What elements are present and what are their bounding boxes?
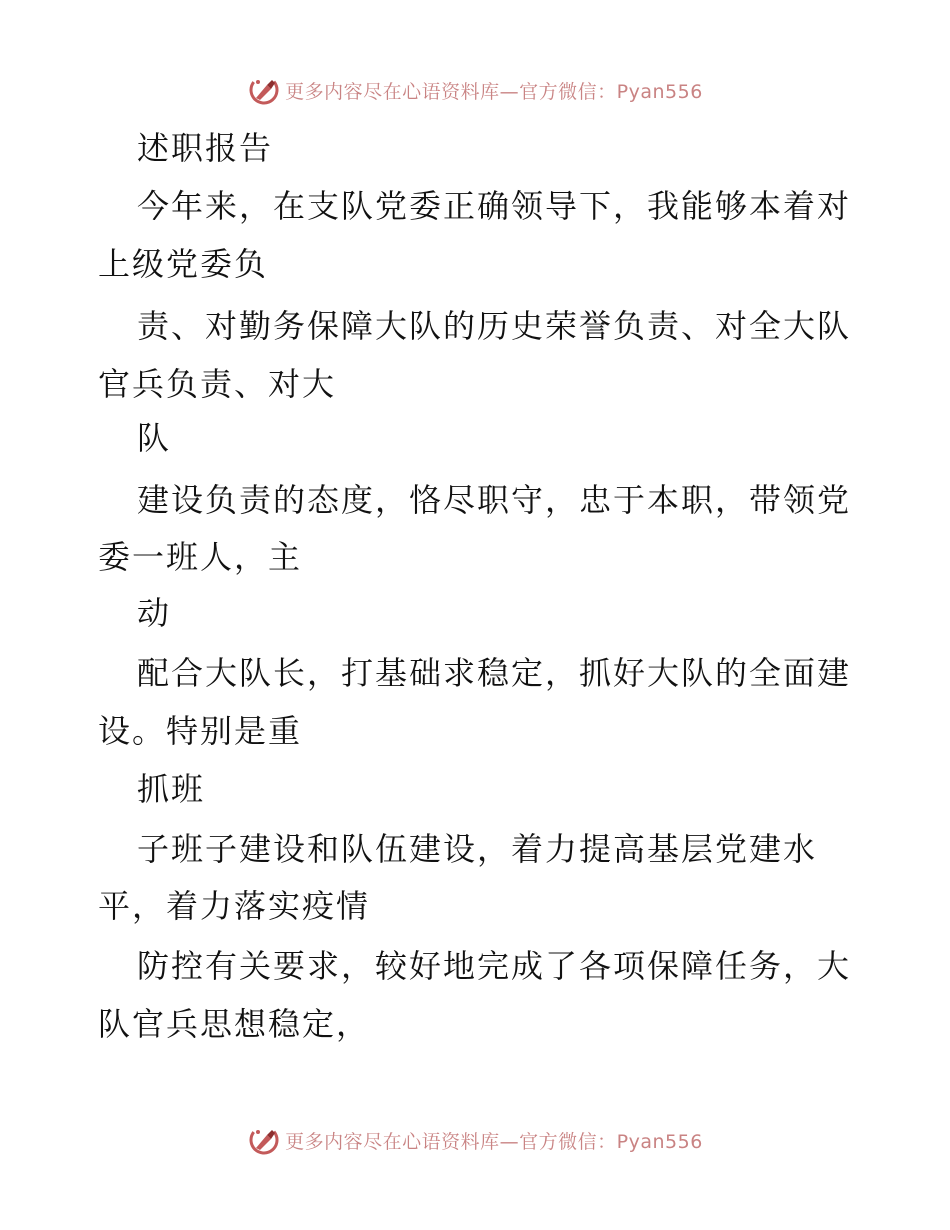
paragraph-line: 上级党委负	[98, 245, 269, 283]
paragraph-line: 队官兵思想稳定，	[98, 1005, 371, 1043]
pen-seal-logo-icon	[247, 1123, 281, 1157]
paragraph-line: 建设负责的态度，恪尽职守，忠于本职，带领党	[137, 481, 852, 519]
paragraph-line: 委一班人，主	[98, 538, 303, 576]
paragraph-line: 配合大队长，打基础求稳定，抓好大队的全面建	[137, 654, 852, 692]
paragraph-line: 责、对勤务保障大队的历史荣誉负责、对全大队	[137, 307, 852, 345]
paragraph-line: 队	[137, 419, 172, 457]
watermark-text: 更多内容尽在心语资料库—官方微信：Pyan556	[285, 1130, 703, 1153]
paragraph-line: 子班子建设和队伍建设，着力提高基层党建水	[137, 830, 818, 868]
watermark-text: 更多内容尽在心语资料库—官方微信：Pyan556	[285, 80, 703, 103]
footer-watermark	[0, 1120, 950, 1160]
paragraph-line: 今年来，在支队党委正确领导下，我能够本着对	[137, 187, 852, 225]
paragraph-line: 平，着力落实疫情	[98, 887, 371, 925]
document-title: 述职报告	[137, 129, 274, 167]
paragraph-line: 官兵负责、对大	[98, 365, 337, 403]
paragraph-line: 设。特别是重	[98, 712, 303, 750]
paragraph-line: 动	[137, 594, 172, 632]
paragraph-line: 抓班	[137, 770, 206, 808]
pen-seal-logo-icon	[247, 73, 281, 107]
header-watermark	[0, 70, 950, 110]
paragraph-line: 防控有关要求，较好地完成了各项保障任务，大	[137, 947, 852, 985]
